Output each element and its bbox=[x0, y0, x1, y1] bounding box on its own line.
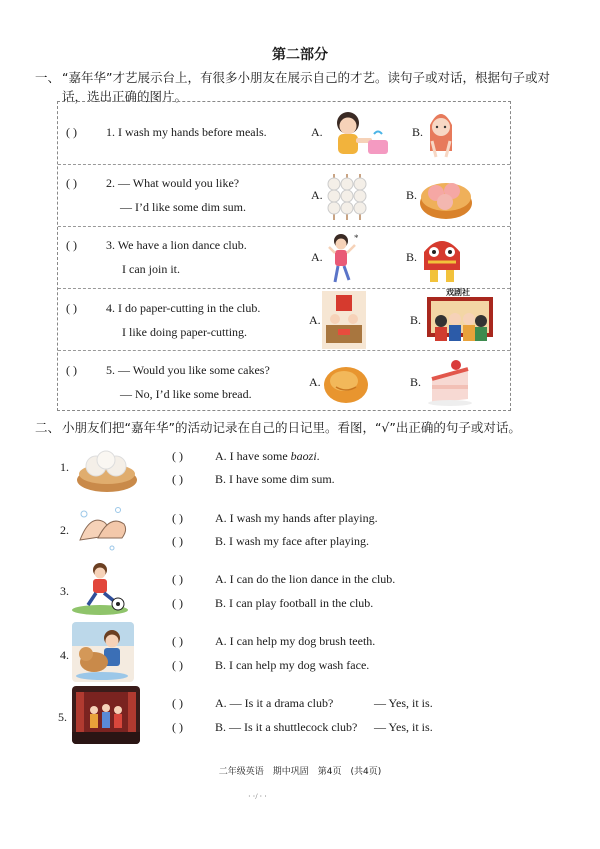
option-b-label: B. bbox=[406, 250, 418, 264]
choice-b-text: B. I can help my dog wash face. bbox=[215, 658, 370, 672]
girl-washing-hands-picture bbox=[326, 106, 394, 160]
answer-blank[interactable]: ( ) bbox=[66, 301, 77, 315]
drama-stage-photo bbox=[72, 686, 140, 744]
option-b-label: B. bbox=[406, 188, 418, 202]
answer-blank[interactable]: ( ) bbox=[172, 511, 183, 525]
question-row-3 bbox=[58, 226, 510, 288]
cake-picture bbox=[426, 357, 474, 407]
choice-b-text: B. I have some dim sum. bbox=[215, 472, 335, 486]
choice-a-reply: — Yes, it is. bbox=[374, 696, 433, 710]
answer-blank[interactable]: ( ) bbox=[66, 363, 77, 377]
answer-blank[interactable]: ( ) bbox=[172, 449, 183, 463]
bread-picture bbox=[322, 361, 370, 405]
option-b-label: B. bbox=[410, 375, 422, 389]
option-a-label: A. bbox=[309, 375, 321, 389]
choice-b-text: B. I wash my face after playing. bbox=[215, 534, 369, 548]
question-text: 1. I wash my hands before meals. bbox=[106, 125, 267, 139]
question-row-4 bbox=[58, 288, 510, 350]
bottom-mark: · ·/ · · bbox=[248, 792, 267, 801]
question-row-2 bbox=[58, 164, 510, 226]
section1-table bbox=[57, 101, 511, 411]
item-number: 3. bbox=[60, 584, 69, 598]
section1-number: 一、 bbox=[35, 70, 61, 85]
item-number: 1. bbox=[60, 460, 69, 474]
question-text: 2. — What would you like? bbox=[106, 176, 240, 190]
baozi-steamer-picture bbox=[74, 444, 140, 494]
choice-a-text: A. I can help my dog brush teeth. bbox=[215, 634, 376, 648]
question-row-1 bbox=[58, 102, 510, 164]
section2-instruction: 小朋友们把“嘉年华”的活动记录在自己的日记里。看图，“√”出正确的句子或对话。 bbox=[62, 420, 521, 435]
answer-blank[interactable]: ( ) bbox=[172, 472, 183, 486]
answer-blank[interactable]: ( ) bbox=[172, 720, 183, 734]
page-title: 第二部分 bbox=[272, 47, 328, 63]
item-number: 2. bbox=[60, 523, 69, 537]
stage-sign: 戏剧社 bbox=[446, 288, 470, 297]
girl-washing-face-picture bbox=[426, 105, 456, 161]
girl-dancing-picture bbox=[326, 231, 362, 285]
svg-text:*: * bbox=[354, 233, 359, 243]
hands-washing-picture bbox=[72, 500, 132, 558]
page-footer: 二年级英语 期中巩固 第4页 (共4页) bbox=[218, 767, 382, 777]
section1-instruction: “嘉年华”才艺展示台上，有很多小朋友在展示自己的才艺。读句子或对话，根据句子或对话，选出正确的图片。 bbox=[62, 70, 550, 104]
item-number: 5. bbox=[58, 710, 67, 724]
lion-dance-picture bbox=[420, 230, 464, 286]
item-number: 4. bbox=[60, 648, 69, 662]
answer-text: I can join it. bbox=[122, 262, 180, 276]
choice-a-text: A. I can do the lion dance in the club. bbox=[215, 572, 396, 586]
option-b-label: B. bbox=[412, 125, 424, 139]
section2-number: 二、 bbox=[35, 420, 61, 435]
answer-text: I like doing paper-cutting. bbox=[122, 325, 248, 339]
answer-text: — No, I’d like some bread. bbox=[120, 387, 252, 401]
answer-blank[interactable]: ( ) bbox=[66, 125, 77, 139]
choice-a-text: A. I have some baozi. bbox=[215, 449, 320, 463]
choice-a-text: A. — Is it a drama club? bbox=[215, 696, 334, 710]
question-text: 4. I do paper-cutting in the club. bbox=[106, 301, 261, 315]
answer-blank[interactable]: ( ) bbox=[66, 238, 77, 252]
answer-blank[interactable]: ( ) bbox=[66, 176, 77, 190]
question-row-5 bbox=[58, 350, 510, 412]
question-text: 5. — Would you like some cakes? bbox=[106, 363, 270, 377]
choice-a-text: A. I wash my hands after playing. bbox=[215, 511, 378, 525]
paper-cutting-picture bbox=[322, 291, 366, 349]
drama-stage-picture bbox=[425, 289, 495, 349]
question-text: 3. We have a lion dance club. bbox=[106, 238, 247, 252]
answer-blank[interactable]: ( ) bbox=[172, 634, 183, 648]
answer-text: — I’d like some dim sum. bbox=[120, 200, 246, 214]
choice-b-text: B. — Is it a shuttlecock club? bbox=[215, 720, 358, 734]
answer-blank[interactable]: ( ) bbox=[172, 658, 183, 672]
meatballs-on-skewers-picture bbox=[324, 170, 370, 222]
answer-blank[interactable]: ( ) bbox=[172, 596, 183, 610]
option-b-label: B. bbox=[410, 313, 422, 327]
boy-with-dog-picture bbox=[72, 622, 134, 682]
option-a-label: A. bbox=[311, 188, 323, 202]
dim-sum-steamer-picture bbox=[418, 169, 474, 223]
option-a-label: A. bbox=[309, 313, 321, 327]
choice-b-reply: — Yes, it is. bbox=[374, 720, 433, 734]
answer-blank[interactable]: ( ) bbox=[172, 696, 183, 710]
option-a-label: A. bbox=[311, 125, 323, 139]
choice-b-text: B. I can play football in the club. bbox=[215, 596, 374, 610]
answer-blank[interactable]: ( ) bbox=[172, 534, 183, 548]
option-a-label: A. bbox=[311, 250, 323, 264]
answer-blank[interactable]: ( ) bbox=[172, 572, 183, 586]
boy-playing-football-picture bbox=[70, 560, 130, 616]
